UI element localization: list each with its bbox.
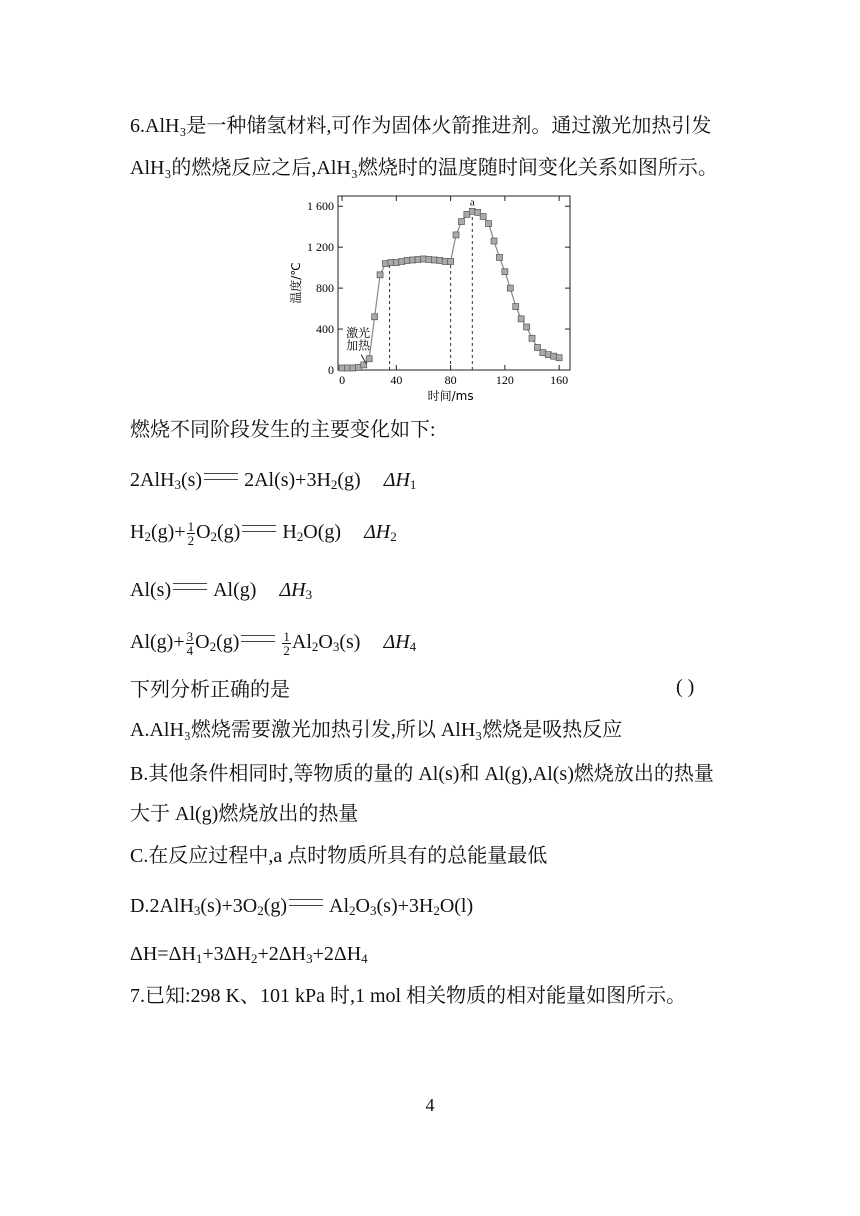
fraction: $\frac{1}{2}$ (187, 518, 195, 548)
data-point (377, 272, 383, 278)
equals-arrow (173, 583, 207, 590)
data-point (486, 221, 492, 227)
point-a-label: a (469, 196, 475, 209)
x-axis-label: 时间/ms (427, 389, 474, 403)
equation-1: 2AlH$_3$(s) $2Al(s)+3H_2(g)$ $\Delta H_1$ (130, 469, 417, 492)
option-d-equation[interactable]: $D.2AlH_3(s)+3O_2(g)$ $Al_2O_3(s)+3H_2O(l)$ (130, 895, 474, 918)
data-point (529, 335, 535, 341)
equation-2: $H_2(g)+$ $\frac{1}{2}$ $O_2(g)$ $H_2O(g)$ $\Delta H_2$ (130, 518, 397, 548)
x-tick-label: 80 (444, 373, 457, 387)
laser-label-line2: 加热 (346, 338, 371, 353)
x-tick-label: 160 (550, 373, 569, 387)
data-point (491, 238, 497, 244)
data-point (556, 355, 562, 361)
data-point (448, 259, 454, 265)
q6-line1: 6.AlH₃是一种储氢材料,可作为固体火箭推进剂。通过激光加热引发 (130, 115, 712, 137)
option-c[interactable]: C.在反应过程中,a 点时物质所具有的总能量最低 (130, 845, 548, 867)
equals-arrow (289, 899, 323, 906)
fraction: $\frac{3}{4}$ (186, 628, 194, 658)
data-point (507, 285, 513, 291)
x-tick-label: 120 (495, 373, 514, 387)
option-b-line1[interactable]: B.其他条件相同时,等物质的量的 Al(s)和 Al(g),Al(s)燃烧放出的热量 (130, 763, 714, 785)
option-a[interactable]: A.AlH₃燃烧需要激光加热引发,所以 AlH₃燃烧是吸热反应 (130, 719, 623, 741)
data-point (453, 232, 459, 238)
data-point (496, 254, 502, 260)
data-point (372, 314, 378, 320)
y-tick-label: 1 600 (307, 199, 334, 214)
data-point (366, 356, 372, 362)
laser-label-line1: 激光 (346, 326, 371, 341)
temperature-time-chart (278, 188, 578, 408)
data-point (524, 324, 530, 330)
x-tick-label: 40 (390, 373, 403, 387)
data-point (502, 269, 508, 275)
y-tick-label: 0 (328, 363, 334, 377)
equation-3: Al(s) Al(g) $\Delta H_3$ (130, 579, 313, 602)
data-point (458, 219, 464, 225)
page-number: 4 (425, 1095, 435, 1115)
x-tick-label: 0 (339, 373, 346, 387)
y-tick-label: 1 200 (307, 240, 334, 255)
equals-arrow (204, 473, 238, 480)
y-axis-label: 温度/℃ (289, 262, 303, 304)
equals-arrow (241, 635, 275, 642)
data-point (480, 213, 486, 219)
option-d-enthalpy: $\Delta H=\Delta H_1+3\Delta H_2+2\Delta H_3+2\Delta H_4$ (130, 943, 368, 966)
fraction: $\frac{1}{2}$ (283, 628, 290, 658)
y-tick-label: 400 (316, 322, 334, 337)
q7-line1: 7.已知:298 K、101 kPa 时,1 mol 相关物质的相对能量如图所示。 (130, 985, 687, 1007)
question-prompt: 下列分析正确的是 (130, 679, 290, 701)
equals-arrow (242, 525, 276, 532)
q6-line2: AlH₃的燃烧反应之后,AlH₃燃烧时的温度随时间变化关系如图所示。 (130, 157, 718, 179)
equation-4: Al(g)+ $\frac{3}{4}$ $O_2(g)$ $\frac{1}{2}$ $Al_2O_3(s)$ $\Delta H_4$ (130, 628, 417, 658)
stage-intro: 燃烧不同阶段发生的主要变化如下: (130, 419, 436, 441)
y-tick-label: 800 (316, 281, 334, 296)
data-point (518, 316, 524, 322)
answer-blank[interactable]: ( ) (676, 676, 695, 698)
data-point (513, 304, 519, 310)
option-b-line2: 大于 Al(g)燃烧放出的热量 (130, 803, 359, 825)
